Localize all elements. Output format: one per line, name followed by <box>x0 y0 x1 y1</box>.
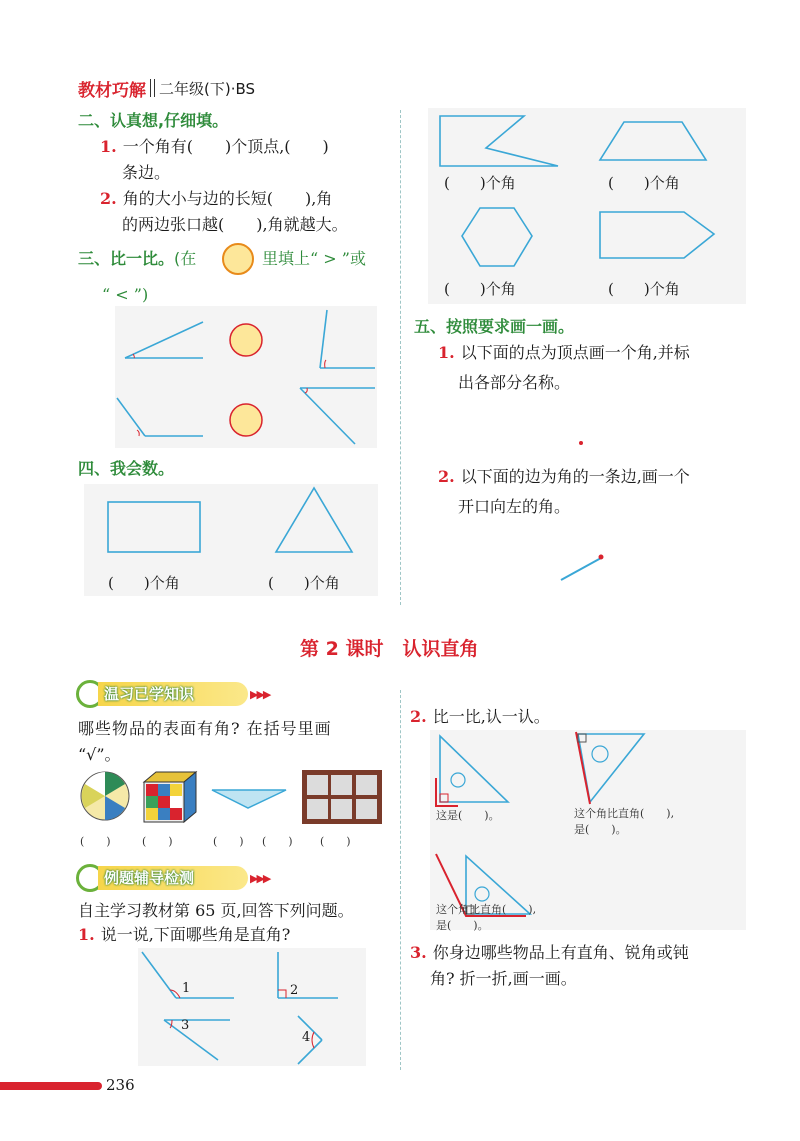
compare-angles-panel <box>115 306 377 448</box>
concave-pentagon <box>440 116 558 166</box>
section-5-title: 五、按照要求画一画。 <box>414 317 575 336</box>
angle-label-3: 3 <box>181 1018 190 1033</box>
grade-label: 二年级(下)·BS <box>159 79 256 98</box>
objects-figure <box>80 766 384 828</box>
polygon-shapes-figure <box>428 108 746 304</box>
q-number: 2. <box>410 707 427 726</box>
rb-q3-line2: 角? 折一折,画一画。 <box>430 969 577 988</box>
compare-angles-figure <box>115 306 377 448</box>
arrows-icon: ▶▶▶ <box>250 872 270 885</box>
triangle-shape <box>276 488 352 552</box>
caption-c2: 是( )。 <box>436 919 489 932</box>
rb-q2 <box>410 704 550 730</box>
q-number: 2. <box>438 467 455 486</box>
s3-title-a: 三、比一比。 <box>78 249 175 268</box>
rubiks-cube-icon <box>144 772 196 822</box>
angle-label-4: 4 <box>302 1030 311 1045</box>
column-divider-bottom <box>400 690 401 1070</box>
label-shape-3: ( )个角 <box>444 280 516 298</box>
section-2-title: 二、认真想,仔细填。 <box>78 111 229 130</box>
brand-title: 教材巧解 <box>78 80 146 101</box>
bracket-2: ( ) <box>142 835 173 848</box>
compare-circle <box>230 404 262 436</box>
caption-b1: 这个角比直角( ), <box>574 807 675 820</box>
section-3-title <box>78 246 196 272</box>
example-q1-text: 说一说,下面哪些角是直角? <box>100 925 291 944</box>
page-number: 236 <box>106 1076 135 1094</box>
rb-q3-line1: 你身边哪些物品上有直角、锐角或钝 <box>432 943 689 962</box>
label-shape-2: ( )个角 <box>608 174 680 192</box>
flat-triangle-icon <box>212 790 286 808</box>
rectangle-shape <box>108 502 200 552</box>
given-edge-figure <box>555 550 609 584</box>
bracket-5: ( ) <box>320 835 351 848</box>
section-4-title: 四、我会数。 <box>78 459 175 478</box>
label-tri-angles: ( )个角 <box>268 574 340 592</box>
bracket-1: ( ) <box>80 835 111 848</box>
caption-b2: 是( )。 <box>574 823 627 836</box>
example-q1 <box>78 922 290 948</box>
bracket-3: ( ) <box>213 835 244 848</box>
rb-q3 <box>410 940 689 966</box>
right-angle-panel <box>138 948 366 1066</box>
s5-q2 <box>438 464 690 490</box>
vertex-dot <box>579 441 583 445</box>
footer-red-bar <box>0 1082 102 1090</box>
s2-q2 <box>100 186 332 212</box>
review-banner <box>98 682 248 706</box>
s5-q2-line2: 开口向左的角。 <box>458 497 571 516</box>
s3-title-d: “ < ”) <box>102 285 149 304</box>
beach-ball-icon <box>81 772 129 820</box>
example-banner <box>98 866 248 890</box>
caption-a: 这是( )。 <box>436 809 500 822</box>
arrow-pentagon <box>600 212 714 258</box>
orange-circle-icon <box>222 243 254 275</box>
label-shape-1: ( )个角 <box>444 174 516 192</box>
review-text-2: “√”。 <box>78 745 121 764</box>
example-intro: 自主学习教材第 65 页,回答下列问题。 <box>78 901 354 920</box>
s3-title-b: (在 <box>174 249 197 268</box>
page-header <box>78 74 255 102</box>
trapezoid-shape <box>600 122 706 160</box>
bracket-4: ( ) <box>262 835 293 848</box>
s2-q1-line2: 条边。 <box>122 163 171 182</box>
q-number: 3. <box>410 943 427 962</box>
example-banner-text: 例题辅导检测 <box>104 869 195 887</box>
s5-q1 <box>438 340 690 366</box>
angle-label-2: 2 <box>290 983 299 998</box>
s5-q1-line1: 以下面的点为顶点画一个角,并标 <box>460 343 690 362</box>
count-angles-figure <box>84 484 378 564</box>
q-number: 1. <box>78 925 95 944</box>
window-frame-icon <box>302 770 382 824</box>
compare-circle <box>230 324 262 356</box>
column-divider-top <box>400 110 401 605</box>
s2-q1-line1: 一个角有( )个顶点,( ) <box>122 137 329 156</box>
rb-q2-text: 比一比,认一认。 <box>432 707 550 726</box>
s2-q2-line2: 的两边张口越( ),角就越大。 <box>122 215 348 234</box>
q-number: 1. <box>100 137 117 156</box>
label-shape-4: ( )个角 <box>608 280 680 298</box>
s2-q1 <box>100 134 329 160</box>
s3-title-c: 里填上“ > ”或 <box>262 249 366 268</box>
s2-q2-line1: 角的大小与边的长短( ),角 <box>122 189 333 208</box>
q-number: 1. <box>438 343 455 362</box>
review-banner-text: 温习已学知识 <box>104 685 195 703</box>
right-angle-figure <box>138 948 366 1066</box>
lesson-title: 第 2 课时 认识直角 <box>300 638 479 660</box>
angle-label-1: 1 <box>182 981 191 996</box>
s5-q1-line2: 出各部分名称。 <box>458 373 571 392</box>
caption-c1: 这个角比直角( ), <box>436 903 537 916</box>
header-divider <box>150 79 155 97</box>
s5-q2-line1: 以下面的边为角的一条边,画一个 <box>460 467 690 486</box>
review-text-1: 哪些物品的表面有角? 在括号里画 <box>78 719 332 738</box>
hexagon-shape <box>462 208 532 266</box>
q-number: 2. <box>100 189 117 208</box>
arrows-icon: ▶▶▶ <box>250 688 270 701</box>
polygon-shapes-panel <box>428 108 746 304</box>
label-rect-angles: ( )个角 <box>108 574 180 592</box>
